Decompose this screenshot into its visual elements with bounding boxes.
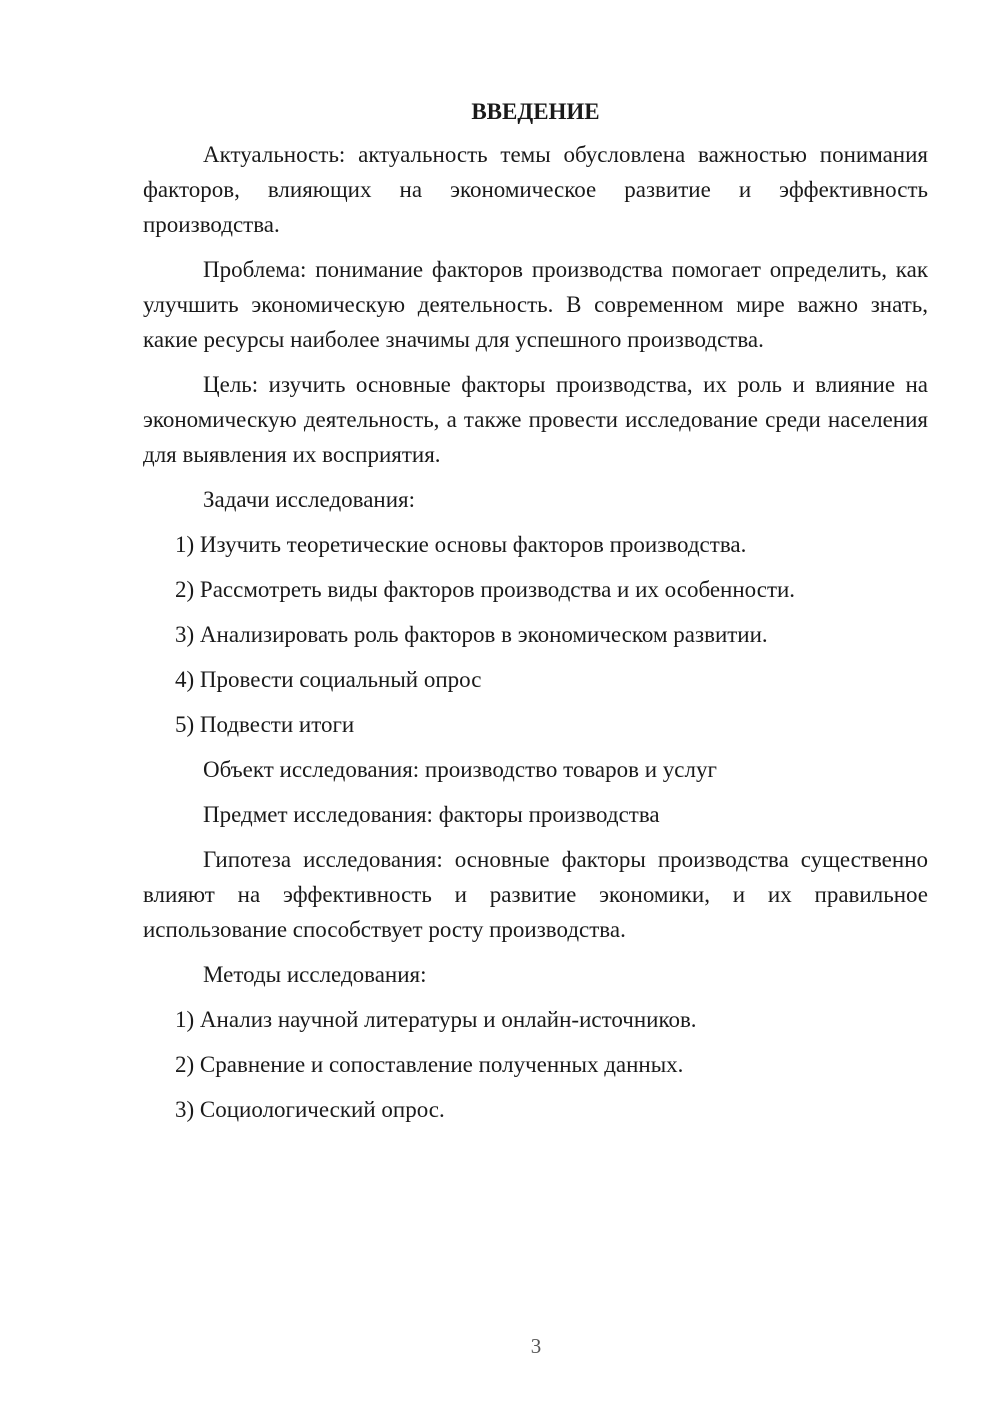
relevance-paragraph: Актуальность: актуальность темы обусловлена важностью понимания факторов, влияющих на экономическое развитие и эффективность производства. bbox=[143, 142, 928, 237]
hypothesis-paragraph: Гипотеза исследования: основные факторы производства существенно влияют на эффективность и развитие экономики, и их правильное использование способствует росту производства. bbox=[143, 847, 928, 942]
methods-heading: Методы исследования: bbox=[203, 962, 427, 987]
problem-paragraph: Проблема: понимание факторов производства помогает определить, как улучшить экономическую деятельность. В современном мире важно знать, какие ресурсы наиболее значимы для успешного производства. bbox=[143, 257, 928, 352]
task-item: 1) Изучить теоретические основы факторов производства. bbox=[175, 532, 747, 557]
method-item: 3) Социологический опрос. bbox=[175, 1097, 445, 1122]
task-item: 4) Провести социальный опрос bbox=[175, 667, 482, 692]
task-item: 5) Подвести итоги bbox=[175, 712, 355, 737]
task-item: 3) Анализировать роль факторов в экономическом развитии. bbox=[175, 622, 768, 647]
page-number: 3 bbox=[530, 1334, 542, 1358]
research-subject: Предмет исследования: факторы производства bbox=[203, 802, 660, 827]
document-body bbox=[143, 97, 928, 1137]
method-item: 1) Анализ научной литературы и онлайн-источников. bbox=[175, 1007, 697, 1032]
tasks-heading: Задачи исследования: bbox=[203, 487, 416, 512]
research-object: Объект исследования: производство товаров и услуг bbox=[203, 757, 717, 782]
method-item: 2) Сравнение и сопоставление полученных данных. bbox=[175, 1052, 684, 1077]
goal-paragraph: Цель: изучить основные факторы производства, их роль и влияние на экономическую деятельность, а также провести исследование среди населения для выявления их восприятия. bbox=[143, 372, 928, 467]
task-item: 2) Рассмотреть виды факторов производства и их особенности. bbox=[175, 577, 796, 602]
section-title: ВВЕДЕНИЕ bbox=[471, 99, 600, 124]
